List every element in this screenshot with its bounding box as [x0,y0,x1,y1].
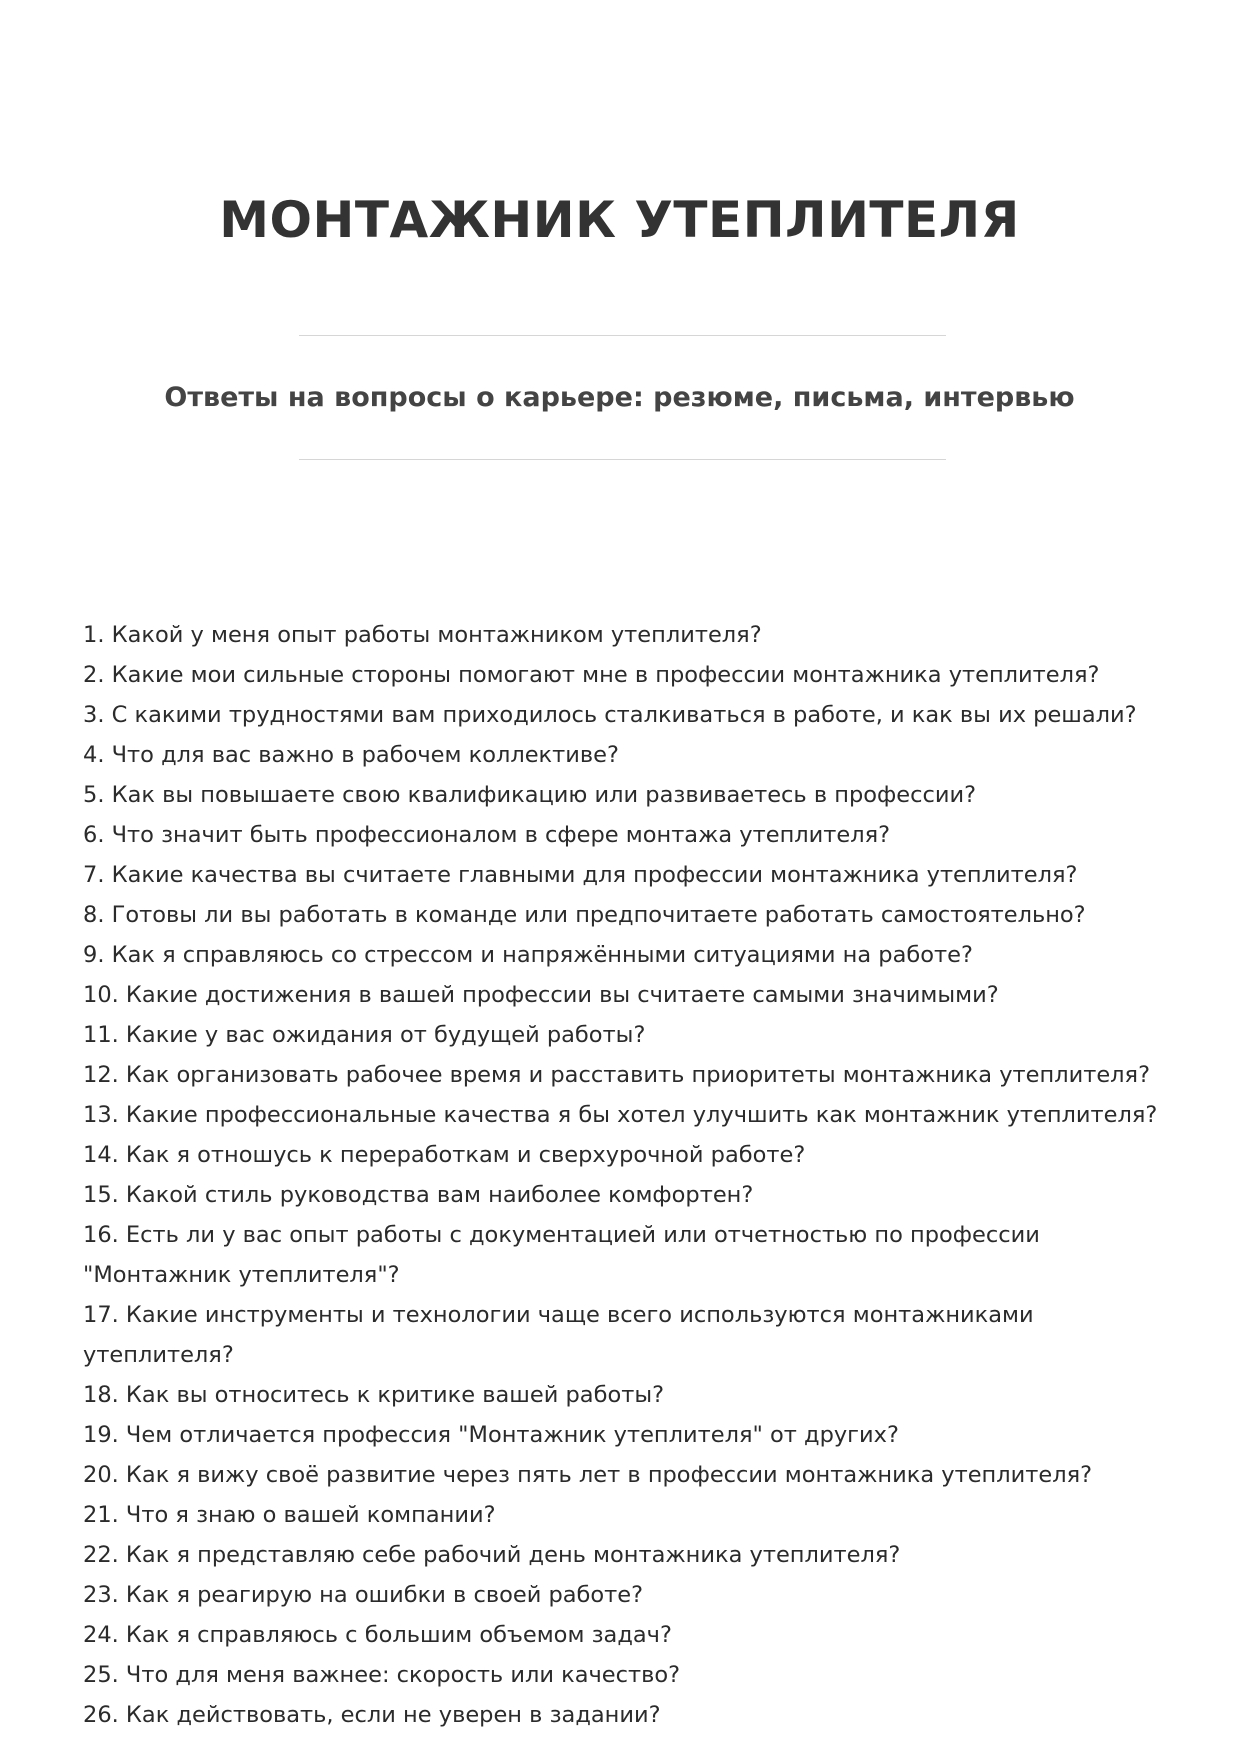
question-item: 5. Как вы повышаете свою квалификацию или развиваетесь в профессии? [83,782,977,808]
page-subtitle: Ответы на вопросы о карьере: резюме, письма, интервью [164,382,1075,413]
question-item: 19. Чем отличается профессия "Монтажник утеплителя" от других? [83,1422,899,1448]
question-item: 17. Какие инструменты и технологии чаще всего используются монтажниками утеплителя? [83,1302,1034,1368]
question-item: 24. Как я справляюсь с большим объемом задач? [83,1622,672,1648]
question-item: 23. Как я реагирую на ошибки в своей работе? [83,1582,644,1608]
question-item: 4. Что для вас важно в рабочем коллективе? [83,742,619,768]
question-item: 3. С какими трудностями вам приходилось сталкиваться в работе, и как вы их решали? [83,702,1137,728]
question-item: 12. Как организовать рабочее время и расставить приоритеты монтажника утеплителя? [83,1062,1151,1088]
page-title: МОНТАЖНИК УТЕПЛИТЕЛЯ [219,191,1020,249]
question-item: 7. Какие качества вы считаете главными для профессии монтажника утеплителя? [83,862,1078,888]
question-item: 6. Что значит быть профессионалом в сфере монтажа утеплителя? [83,822,891,848]
question-item: 2. Какие мои сильные стороны помогают мне в профессии монтажника утеплителя? [83,662,1100,688]
question-item: 13. Какие профессиональные качества я бы хотел улучшить как монтажник утеплителя? [83,1102,1158,1128]
question-item: 18. Как вы относитесь к критике вашей работы? [83,1382,665,1408]
question-item: 15. Какой стиль руководства вам наиболее комфортен? [83,1182,754,1208]
question-item: 25. Что для меня важнее: скорость или качество? [83,1662,681,1688]
divider-bottom [299,459,946,460]
divider-top [299,335,946,336]
question-item: 21. Что я знаю о вашей компании? [83,1502,496,1528]
question-item: 10. Какие достижения в вашей профессии вы считаете самыми значимыми? [83,982,999,1008]
question-item: 22. Как я представляю себе рабочий день монтажника утеплителя? [83,1542,901,1568]
question-item: 11. Какие у вас ожидания от будущей работы? [83,1022,646,1048]
question-item: 8. Готовы ли вы работать в команде или предпочитаете работать самостоятельно? [83,902,1086,928]
question-item: 9. Как я справляюсь со стрессом и напряжёнными ситуациями на работе? [83,942,973,968]
question-item: 26. Как действовать, если не уверен в задании? [83,1702,661,1728]
question-item: 16. Есть ли у вас опыт работы с документацией или отчетностью по профессии "Монтажник утеплителя"? [83,1222,1040,1288]
question-list [83,615,1163,1735]
question-item: 1. Какой у меня опыт работы монтажником утеплителя? [83,622,762,648]
question-item: 14. Как я отношусь к переработкам и сверхурочной работе? [83,1142,806,1168]
question-item: 20. Как я вижу своё развитие через пять лет в профессии монтажника утеплителя? [83,1462,1093,1488]
